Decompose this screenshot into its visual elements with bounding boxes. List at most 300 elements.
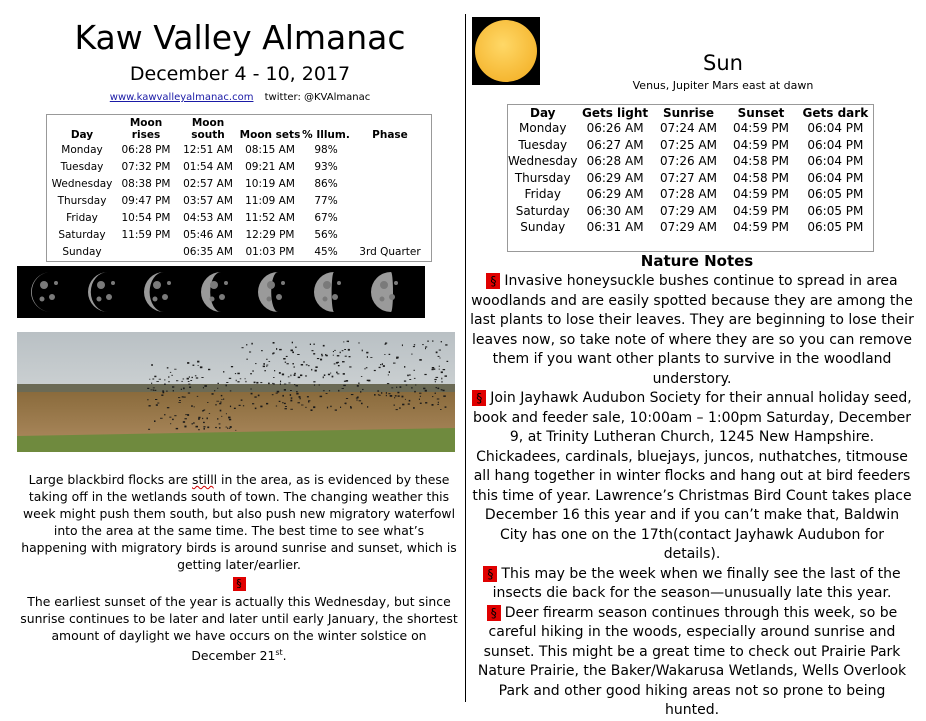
bird-mark — [226, 413, 227, 414]
bird-mark — [251, 393, 253, 395]
moon-cell: 08:38 PM — [121, 177, 171, 190]
bird-mark — [239, 405, 241, 406]
bird-mark — [432, 404, 434, 406]
bird-mark — [437, 388, 439, 390]
moon-cell: Wednesday — [51, 177, 113, 190]
bird-mark — [236, 380, 237, 382]
bird-mark — [282, 402, 284, 403]
bird-mark — [306, 364, 308, 365]
bird-mark — [216, 401, 219, 402]
moon-crater — [219, 294, 225, 300]
sun-row — [508, 153, 873, 170]
bird-mark — [215, 427, 217, 428]
sun-header-gets-light: Gets light — [582, 105, 649, 120]
sun-header-gets-dark: Gets dark — [802, 105, 869, 120]
bird-mark — [301, 364, 303, 366]
moon-crater — [153, 281, 161, 289]
bird-mark — [436, 352, 438, 354]
sun-cell: Wednesday — [508, 154, 578, 169]
bird-mark — [226, 385, 227, 387]
bird-mark — [411, 354, 412, 355]
bird-mark — [197, 361, 199, 363]
bird-mark — [159, 379, 161, 380]
bird-mark — [201, 377, 203, 378]
sun-cell: Saturday — [515, 203, 570, 218]
bird-mark — [190, 380, 192, 381]
moon-cell: 02:57 AM — [183, 177, 233, 190]
bird-mark — [251, 343, 252, 345]
bird-mark — [280, 381, 281, 383]
bird-mark — [340, 352, 341, 354]
bird-mark — [276, 348, 277, 350]
bird-mark — [335, 410, 337, 411]
bird-mark — [394, 397, 395, 398]
moon-lit-area — [88, 272, 108, 312]
moon-crater — [97, 281, 105, 289]
moon-lit-area — [371, 272, 393, 312]
bird-mark — [414, 391, 416, 393]
bird-mark — [419, 359, 422, 361]
bird-mark — [367, 380, 368, 381]
bird-mark — [269, 361, 271, 362]
bird-mark — [414, 378, 416, 379]
moon-crater — [111, 281, 115, 285]
sun-row — [508, 137, 873, 154]
bird-mark — [305, 375, 306, 377]
moon-lit-area — [314, 272, 334, 312]
bird-mark — [394, 405, 395, 406]
bird-mark — [276, 406, 277, 407]
bird-mark — [342, 388, 344, 389]
bird-mark — [333, 355, 334, 356]
bird-mark — [311, 409, 313, 411]
moon-cell: 10:54 PM — [121, 211, 171, 224]
moon-crater — [40, 281, 48, 289]
blackbird-text-b: l in the area, as is evidenced by these taking off in the wetlands south of town. The changing weather this week might push them south, but also push new migratory waterfowl into the area at the same time. The best time to see what’s happening with migratory birds is around sunrise and sunset, which is getting later/earlier. — [21, 472, 457, 572]
bird-mark — [295, 347, 296, 348]
sun-cell: 06:28 AM — [586, 154, 644, 169]
bird-mark — [387, 383, 389, 384]
moon-crater — [153, 297, 158, 302]
bird-mark — [230, 406, 231, 408]
moon-crater — [162, 294, 168, 300]
sun-cell: 07:28 AM — [660, 187, 717, 202]
bird-mark — [207, 418, 208, 420]
bird-mark — [361, 376, 362, 377]
bird-mark — [441, 381, 443, 382]
bird-mark — [402, 344, 403, 346]
bird-mark — [332, 376, 334, 378]
bird-mark — [149, 405, 151, 406]
bird-mark — [149, 379, 150, 380]
moon-cell: 11:52 AM — [245, 211, 295, 224]
bird-mark — [223, 399, 224, 400]
moon-row — [49, 175, 429, 192]
bird-mark — [320, 396, 323, 398]
bird-mark — [361, 403, 363, 405]
sun-icon — [472, 17, 540, 85]
bird-mark — [168, 381, 169, 382]
bird-mark — [419, 399, 420, 400]
bird-mark — [300, 375, 302, 377]
bird-mark — [227, 428, 228, 429]
bird-mark — [187, 378, 189, 380]
bird-mark — [328, 374, 330, 376]
bird-mark — [220, 410, 222, 412]
bird-mark — [247, 359, 248, 360]
sun-cell: 04:59 PM — [733, 203, 790, 218]
bird-mark — [183, 397, 186, 398]
bird-mark — [243, 405, 244, 406]
bird-mark — [301, 405, 304, 406]
moon-cell: 04:53 AM — [183, 211, 233, 224]
bird-mark — [381, 392, 382, 394]
blackbird-text-a: Large blackbird flocks are — [28, 472, 192, 487]
sun-cell: Monday — [519, 121, 567, 136]
bird-mark — [291, 350, 294, 352]
bird-mark — [333, 351, 334, 352]
bird-mark — [296, 385, 299, 386]
bird-mark — [414, 344, 415, 345]
moon-cell: 3rd Quarter — [359, 245, 421, 258]
section-bullet-icon: § — [487, 605, 501, 621]
bird-mark — [415, 385, 416, 386]
bird-mark — [365, 368, 366, 369]
bird-mark — [195, 375, 197, 376]
bird-mark — [420, 403, 422, 404]
moon-cell: 11:09 AM — [245, 194, 295, 207]
bird-mark — [366, 352, 368, 354]
blackbird-paragraph — [20, 471, 458, 573]
moon-crater — [281, 281, 285, 285]
moon-crater — [210, 281, 218, 289]
bird-mark — [202, 418, 203, 419]
bird-mark — [282, 395, 284, 397]
bird-mark — [334, 363, 336, 364]
bird-mark — [308, 365, 310, 366]
sun-cell: 04:59 PM — [733, 121, 790, 136]
bird-mark — [268, 383, 270, 385]
moon-crater — [209, 297, 214, 302]
bird-mark — [198, 417, 200, 419]
bird-mark — [445, 406, 447, 407]
bird-mark — [447, 361, 449, 362]
sun-table-box — [507, 104, 874, 252]
bird-mark — [151, 390, 153, 391]
bird-mark — [241, 400, 243, 401]
bird-mark — [242, 347, 244, 348]
bird-mark — [287, 363, 289, 364]
bird-mark — [231, 366, 233, 367]
bird-mark — [204, 428, 205, 430]
bird-mark — [285, 406, 287, 407]
bird-mark — [404, 366, 405, 368]
bird-mark — [290, 400, 292, 402]
bird-mark — [438, 356, 440, 357]
bird-mark — [263, 366, 265, 368]
bird-mark — [215, 404, 217, 405]
moon-cell: 45% — [314, 245, 338, 258]
moon-cell: 10:19 AM — [245, 177, 295, 190]
bird-mark — [344, 349, 346, 350]
bird-mark — [292, 363, 294, 364]
bird-mark — [204, 385, 207, 387]
moon-row — [49, 141, 429, 158]
bird-mark — [285, 362, 286, 363]
bird-mark — [189, 387, 191, 389]
moon-cell: 06:28 PM — [121, 143, 171, 156]
bird-mark — [260, 406, 262, 408]
bird-mark — [283, 358, 285, 360]
moon-lit-area — [258, 272, 278, 312]
bird-mark — [310, 344, 311, 345]
moon-lit-area — [144, 272, 164, 312]
bird-mark — [254, 396, 256, 397]
bird-mark — [214, 390, 215, 391]
moon-crater — [49, 294, 55, 300]
bird-mark — [374, 370, 376, 371]
bird-mark — [245, 381, 246, 382]
sun-cell: 06:05 PM — [807, 187, 864, 202]
bird-mark — [172, 419, 174, 420]
moon-cell: Monday — [61, 143, 103, 156]
bird-mark — [193, 422, 195, 423]
bird-mark — [294, 384, 295, 385]
bird-mark — [378, 394, 379, 395]
nature-notes — [470, 272, 914, 721]
sun-cell: 06:30 AM — [586, 203, 644, 218]
bird-mark — [217, 388, 218, 389]
moon-cell: Friday — [66, 211, 98, 224]
bird-mark — [342, 361, 345, 362]
bird-mark — [323, 345, 325, 347]
bird-mark — [151, 383, 152, 384]
bird-mark — [279, 349, 282, 350]
sun-cell: Thursday — [514, 170, 571, 185]
bird-mark — [217, 383, 219, 384]
bird-mark — [441, 371, 443, 373]
sunset-text: The earliest sunset of the year is actually this Wednesday, but since sunrise continues to be later and later until early January, the shortest amount of daylight we have occurs on the winter solstice on December 21 — [20, 594, 458, 664]
bird-mark — [153, 390, 154, 391]
bird-mark — [237, 381, 239, 382]
website-link[interactable]: www.kawvalleyalmanac.com — [109, 92, 254, 103]
bird-mark — [367, 406, 368, 408]
sun-header-day: Day — [529, 105, 556, 120]
sun-cell: 04:58 PM — [733, 154, 790, 169]
nature-note-text: Deer firearm season continues through this week, so be careful hiking in the woods, especially around sunrise and sunset. This might be a great time to check out Prairie Park Nature Prairie, the Baker/Wakarusa Wetlands, Wells Overlook Park and other good hiking areas not so prone to being hunted. — [477, 604, 907, 718]
moon-cell — [351, 175, 429, 192]
bird-mark — [319, 384, 320, 385]
bird-mark — [200, 366, 203, 368]
bird-mark — [344, 381, 346, 382]
bird-mark — [255, 408, 257, 410]
bird-mark — [253, 370, 254, 372]
bird-mark — [285, 408, 287, 409]
bird-mark — [343, 341, 344, 342]
bird-mark — [274, 370, 275, 371]
nature-note-item — [470, 565, 914, 604]
moon-phase-icon — [30, 271, 72, 313]
sun-row — [508, 203, 873, 220]
bird-mark — [367, 356, 368, 358]
bird-mark — [362, 389, 363, 390]
bird-mark — [203, 426, 205, 427]
bird-mark — [246, 344, 247, 346]
bird-mark — [349, 366, 351, 367]
bird-mark — [197, 396, 198, 397]
bird-mark — [185, 418, 187, 419]
moon-lit-area — [31, 272, 51, 312]
bird-mark — [400, 386, 402, 388]
sun-row — [508, 170, 873, 187]
bird-mark — [393, 363, 396, 364]
bird-mark — [273, 342, 275, 344]
bird-mark — [151, 364, 153, 366]
bird-mark — [245, 378, 246, 379]
nature-note-text: This may be the week when we finally see the last of the insects die back for the season—unusually late this year. — [492, 565, 901, 601]
bird-mark — [330, 406, 331, 407]
bird-mark — [438, 402, 439, 404]
bird-mark — [314, 385, 315, 386]
bird-mark — [379, 367, 381, 368]
bird-mark — [324, 374, 326, 376]
moon-header-day: Day — [70, 129, 94, 141]
bird-mark — [329, 390, 330, 391]
bird-mark — [420, 396, 421, 397]
blackbird-flock-photo — [17, 332, 455, 452]
bird-mark — [425, 346, 427, 347]
bird-mark — [396, 387, 397, 388]
bird-mark — [292, 342, 293, 344]
bird-mark — [436, 387, 438, 388]
moon-phase-icon — [313, 271, 355, 313]
moon-table-header — [49, 115, 429, 141]
moon-crater — [337, 281, 341, 285]
bird-mark — [404, 381, 406, 382]
bird-mark — [303, 361, 304, 363]
bird-mark — [272, 394, 274, 395]
bird-mark — [439, 358, 440, 359]
bird-mark — [380, 364, 381, 365]
bird-mark — [338, 365, 340, 366]
bird-mark — [184, 426, 186, 428]
sun-subtitle: Venus, Jupiter Mars east at dawn — [632, 79, 814, 92]
section-bullet-icon: § — [486, 273, 500, 289]
bird-mark — [254, 382, 256, 384]
bird-mark — [308, 401, 309, 402]
sun-table — [508, 105, 873, 236]
bird-mark — [436, 377, 439, 378]
bird-mark — [196, 426, 199, 428]
moon-cell — [351, 141, 429, 158]
bird-mark — [294, 374, 296, 376]
bird-mark — [167, 367, 169, 368]
bird-mark — [181, 389, 182, 390]
bird-mark — [338, 390, 339, 392]
bird-mark — [414, 370, 415, 371]
moon-phase-icon — [87, 271, 129, 313]
nature-note-item — [470, 272, 914, 389]
bird-mark — [252, 403, 254, 404]
sun-cell: 07:29 AM — [660, 220, 717, 235]
bird-mark — [312, 350, 314, 351]
bird-mark — [435, 393, 436, 394]
bird-mark — [264, 370, 266, 371]
bird-mark — [260, 382, 262, 383]
sun-cell: Friday — [524, 187, 561, 202]
bird-mark — [385, 344, 387, 345]
sun-title: Sun — [703, 51, 743, 75]
bird-mark — [172, 386, 174, 387]
moon-cell: 56% — [314, 228, 338, 241]
bird-mark — [235, 430, 236, 431]
bird-mark — [212, 393, 214, 395]
bird-mark — [178, 402, 181, 403]
sun-cell: 04:59 PM — [733, 137, 790, 152]
bird-mark — [153, 387, 155, 388]
moon-row — [49, 192, 429, 209]
bird-mark — [250, 373, 252, 374]
bird-mark — [321, 354, 323, 355]
twitter-handle: twitter: @KVAlmanac — [264, 92, 371, 103]
bird-mark — [164, 379, 165, 380]
bird-mark — [337, 362, 339, 363]
moon-crater — [54, 281, 58, 285]
bird-mark — [187, 362, 189, 364]
bird-mark — [219, 423, 221, 424]
moon-cell: 01:54 AM — [183, 160, 233, 173]
bird-mark — [166, 391, 167, 392]
bird-mark — [346, 380, 348, 381]
bird-mark — [170, 372, 171, 373]
bird-mark — [347, 341, 349, 342]
bird-mark — [308, 400, 310, 401]
bird-mark — [277, 391, 280, 393]
moon-cell — [115, 243, 177, 260]
sun-cell: 04:58 PM — [733, 170, 790, 185]
bird-mark — [299, 396, 301, 397]
bird-mark — [288, 383, 290, 384]
bird-mark — [425, 390, 427, 392]
moon-phase-icon — [200, 271, 242, 313]
bird-mark — [409, 379, 411, 380]
bird-mark — [443, 390, 445, 392]
bird-mark — [273, 377, 275, 378]
left-article — [20, 471, 458, 664]
section-bullet-icon: § — [483, 566, 497, 582]
bird-mark — [229, 419, 231, 420]
moon-phase-icon — [370, 271, 412, 313]
bird-mark — [164, 414, 165, 415]
sun-cell: 06:04 PM — [807, 154, 864, 169]
moon-crater — [380, 281, 388, 289]
bird-mark — [203, 422, 205, 423]
moon-cell: 09:47 PM — [121, 194, 171, 207]
bird-mark — [288, 376, 290, 377]
sunset-paragraph — [20, 593, 458, 664]
bird-mark — [437, 404, 438, 405]
bird-mark — [173, 390, 174, 392]
moon-crater — [96, 297, 101, 302]
bird-mark — [348, 349, 350, 351]
sun-cell: 07:27 AM — [660, 170, 717, 185]
moon-lit-area — [201, 272, 221, 312]
bird-mark — [408, 403, 410, 404]
sun-cell: 07:25 AM — [660, 137, 717, 152]
nature-note-text: Join Jayhawk Audubon Society for their annual holiday seed, book and feeder sale, 10:00am – 1:00pm Saturday, December 9, at Trinity Lutheran Church, 1245 New Hampshire. Chickadees, cardinals, bluejays, juncos, nuthatches, titmouse all hang together in winter flocks and hang out at bird feeders this time of year. Lawrence’s Christmas Bird Count takes place December 16 this year and if you can’t make that, Baldwin City has one on the 17th(contact Jayhawk Audubon for details). — [472, 390, 912, 562]
bird-mark — [358, 383, 359, 385]
bird-mark — [360, 391, 361, 393]
